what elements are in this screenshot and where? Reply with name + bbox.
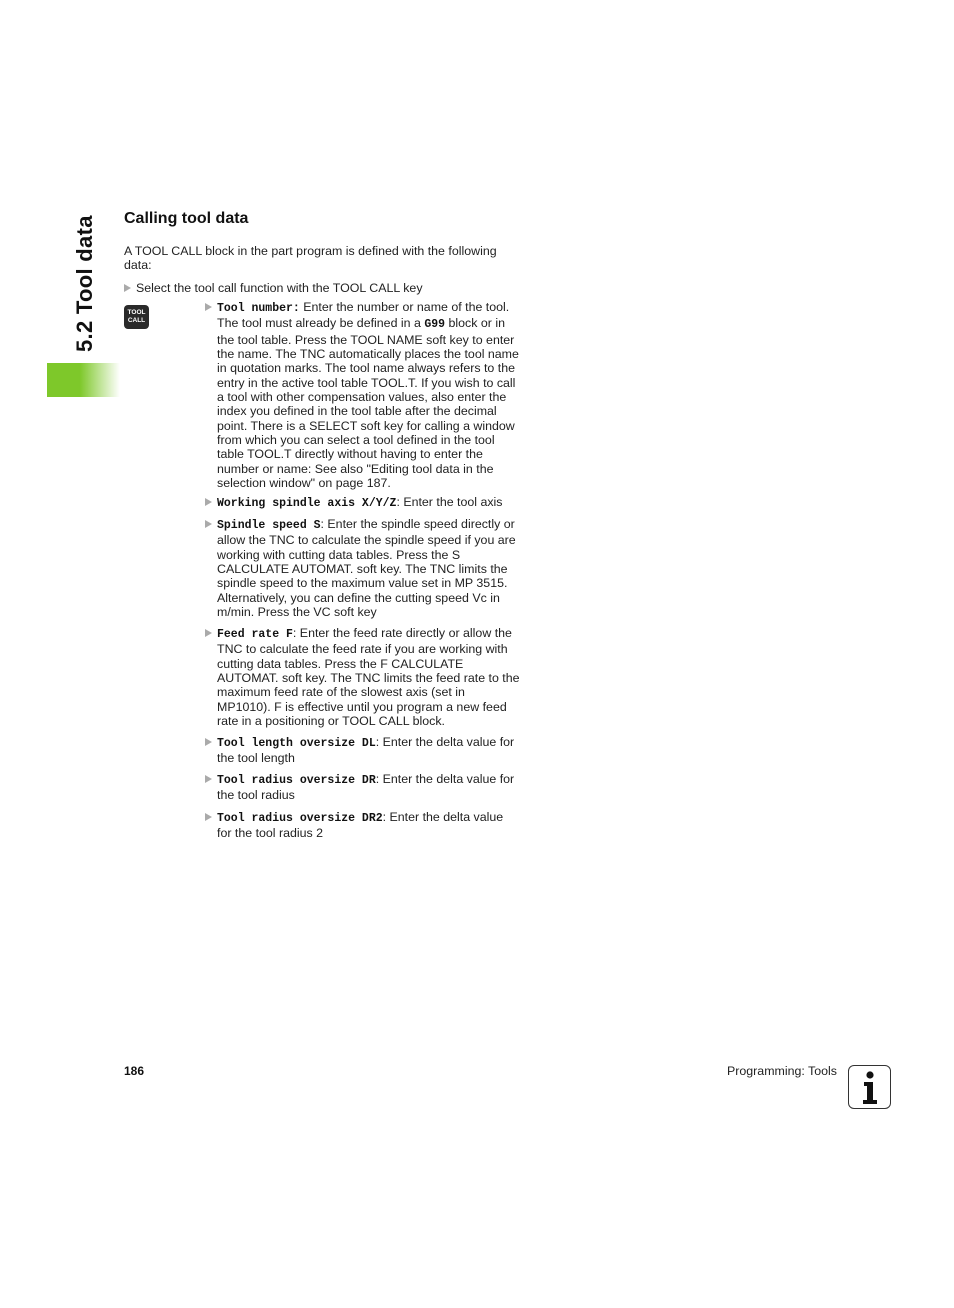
list-item: [205, 735, 521, 766]
list-item: [205, 772, 521, 803]
section-heading: Calling tool data: [124, 210, 249, 227]
triangle-bullet-icon: [205, 303, 212, 311]
item-term: Tool length oversize DL: [217, 737, 376, 750]
key-label-line2: CALL: [127, 317, 146, 324]
chapter-side-title: 5.2 Tool data: [72, 215, 97, 352]
triangle-bullet-icon: [205, 498, 212, 506]
chapter-accent-bar: [47, 363, 120, 397]
triangle-bullet-icon: [205, 775, 212, 783]
item-text: : Enter the feed rate directly or allow the TNC to calculate the feed rate if you are working with cutting data tables. Press the F CALCULATE AUTOMAT. soft key. The TNC limits the feed rate to the maximum feed rate of the slowest axis (set in MP1010). F is effective until you program a new feed rate in a positioning or TOOL CALL block.: [217, 626, 520, 729]
tool-call-key-icon: [124, 305, 149, 329]
item-text: : Enter the delta value for the tool radius: [217, 772, 515, 803]
item-term: Working spindle axis X/Y/Z: [217, 497, 397, 510]
item-text: : Enter the delta value for the tool length: [217, 735, 515, 766]
page-number: 186: [124, 1064, 145, 1078]
key-label-line1: TOOL: [127, 309, 146, 316]
triangle-bullet-icon: [205, 520, 212, 528]
item-text: : Enter the spindle speed directly or allow the TNC to calculate the spindle speed if you are working with cutting data tables. Press the S CALCULATE AUTOMAT. soft key. The TNC limits the spindle speed to the maximum value set in MP 3515. Alternatively, you can define the cutting speed Vc in m/min. Press the VC soft key: [217, 517, 516, 620]
info-icon: [848, 1065, 891, 1109]
item-term: Feed rate F: [217, 628, 293, 641]
triangle-bullet-icon: [205, 738, 212, 746]
select-step: [124, 281, 423, 295]
item-term: Tool radius oversize DR2: [217, 812, 383, 825]
item-text: : Enter the delta value for the tool radius 2: [217, 810, 504, 841]
triangle-bullet-icon: [124, 284, 131, 292]
item-text: : Enter the tool axis: [396, 495, 503, 509]
list-item: [205, 517, 521, 619]
list-item: [205, 810, 521, 841]
item-text: block or in the tool table. Press the TOOL NAME soft key to enter the name. The TNC automatically places the tool name in quotation marks. The tool name always refers to the entry in the active tool table TOOL.T. If you wish to call a tool with other compensation values, also enter the index you defined in the tool table after the decimal point. There is a SELECT soft key for calling a window from which you can select a tool defined in the tool table TOOL.T directly without having to enter the number or name: See also "Editing tool data in the selection window" on page 187.: [217, 316, 519, 491]
item-term: Tool radius oversize DR: [217, 774, 376, 787]
item-term: Spindle speed S: [217, 519, 321, 532]
list-item: [205, 495, 521, 511]
inline-code: G99: [424, 318, 446, 332]
list-item: [205, 626, 521, 728]
item-text: Enter the number or name of the tool. The tool must already be defined in a: [217, 300, 510, 331]
intro-paragraph: A TOOL CALL block in the part program is defined with the following data:: [124, 244, 497, 273]
item-term: Tool number:: [217, 302, 300, 315]
triangle-bullet-icon: [205, 813, 212, 821]
select-step-text: Select the tool call function with the TOOL CALL key: [136, 281, 423, 295]
list-item: [205, 300, 521, 490]
triangle-bullet-icon: [205, 629, 212, 637]
footer-section-title: Programming: Tools: [727, 1064, 837, 1078]
